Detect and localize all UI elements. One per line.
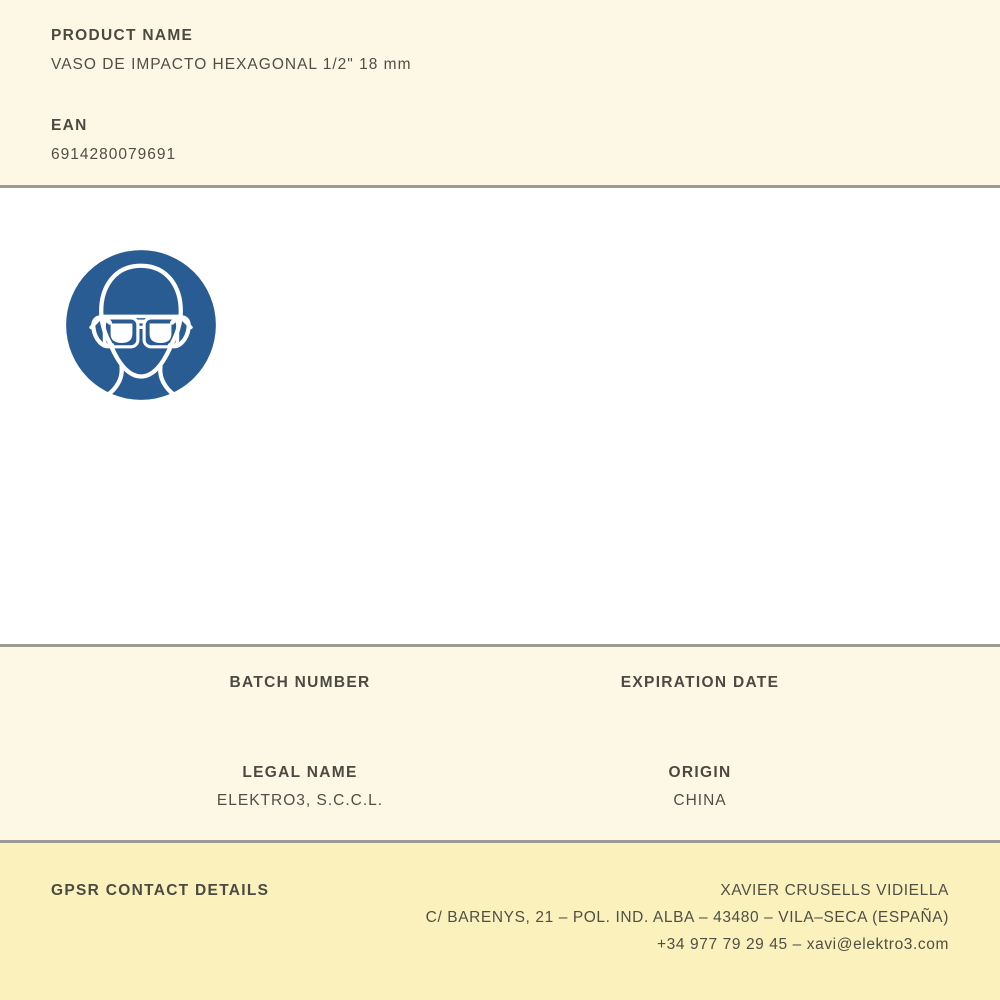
batch-number-label: BATCH NUMBER <box>229 674 371 691</box>
product-section <box>0 0 1000 185</box>
legal-name-label: LEGAL NAME <box>242 764 358 781</box>
contact-name: XAVIER CRUSELLS VIDIELLA <box>720 882 949 899</box>
wear-eye-protection-icon <box>63 247 219 403</box>
legal-name-value: ELEKTRO3, S.C.C.L. <box>216 792 384 809</box>
ean-value: 6914280079691 <box>51 146 177 163</box>
origin-value: CHINA <box>673 792 727 809</box>
contact-info-block <box>426 877 949 958</box>
contact-phone-email: +34 977 79 29 45 – xavi@elektro3.com <box>657 936 949 953</box>
expiration-date-label: EXPIRATION DATE <box>620 674 780 691</box>
contact-address: C/ BARENYS, 21 – POL. IND. ALBA – 43480 – VILA–SECA (ESPAÑA) <box>425 909 949 926</box>
gpsr-contact-details-label: GPSR CONTACT DETAILS <box>51 882 270 899</box>
origin-label: ORIGIN <box>668 764 732 781</box>
product-name-value: VASO DE IMPACTO HEXAGONAL 1/2" 18 mm <box>51 56 412 73</box>
details-section <box>0 647 1000 840</box>
gpsr-contact-section <box>0 843 1000 1000</box>
product-name-label: PRODUCT NAME <box>51 27 194 44</box>
safety-icon-section <box>0 188 1000 644</box>
ean-label: EAN <box>51 117 88 134</box>
